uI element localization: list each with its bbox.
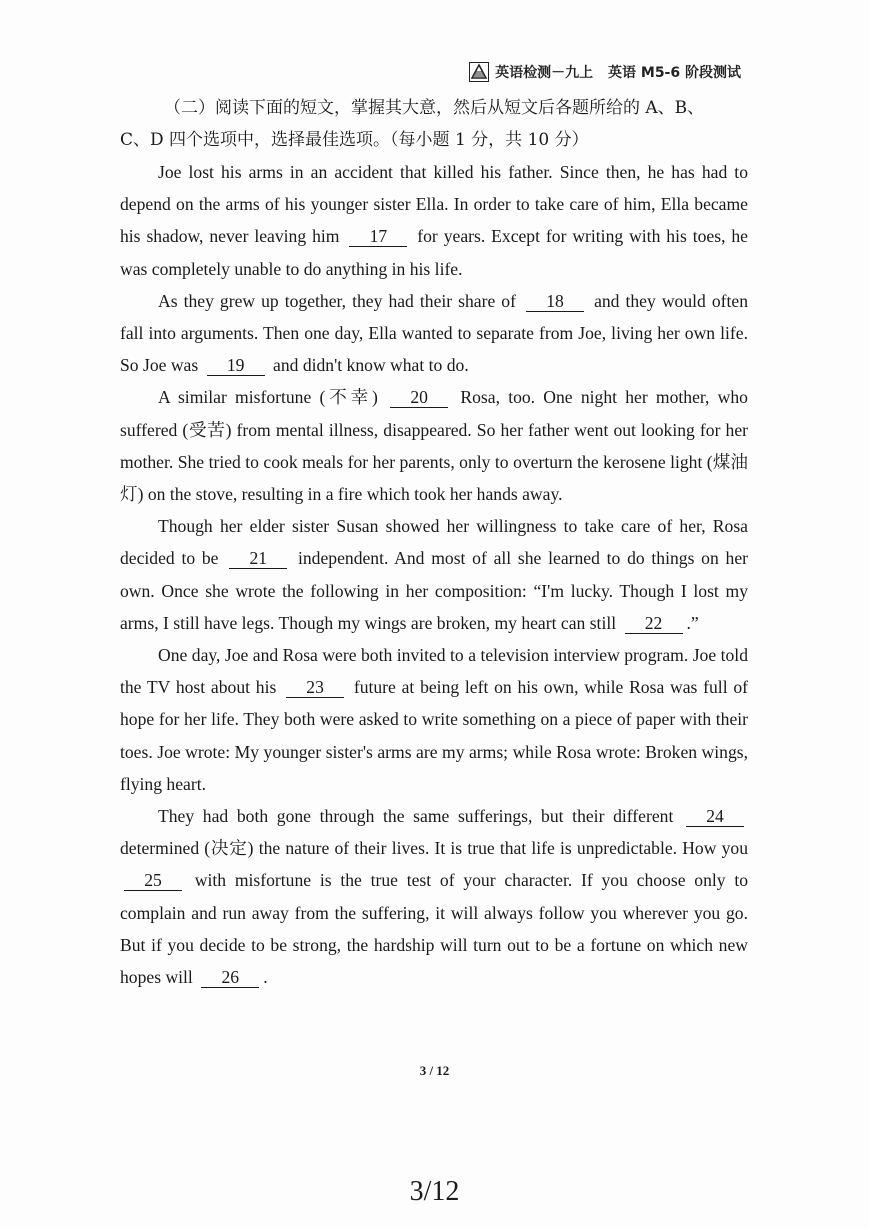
blank-18: 18 xyxy=(526,291,584,312)
blank-17: 17 xyxy=(349,226,407,247)
paragraph-5 xyxy=(120,639,748,800)
paragraph-6 xyxy=(120,800,748,993)
blank-22: 22 xyxy=(625,613,683,634)
section-instruction xyxy=(120,92,760,156)
paragraph-text: and didn't know what to do. xyxy=(273,355,469,376)
paragraph-text: and they would often fall into arguments. Then one day, Ella wanted to separate from Joe, living her own life. So Joe was xyxy=(120,290,748,376)
page-number-large: 3/12 xyxy=(409,1176,460,1207)
page-header xyxy=(469,62,751,82)
reading-passage xyxy=(120,156,748,993)
paragraph-text: Rosa, too. One night her mother, who suffered (受苦) from mental illness, disappeared. So her father went out looking for her mother. She tried to cook meals for her parents, only to overturn the kerosene light (煤油灯) on the stove, resulting in a fire which took her hands away. xyxy=(120,387,748,505)
blank-25: 25 xyxy=(124,870,182,891)
blank-21: 21 xyxy=(229,548,287,569)
page-number-small: 3 / 12 xyxy=(419,1063,450,1078)
blank-23: 23 xyxy=(286,677,344,698)
header-title: 英语检测－九上 xyxy=(495,65,594,81)
paragraph-2 xyxy=(120,285,748,382)
paragraph-text: . xyxy=(263,967,268,988)
blank-26: 26 xyxy=(201,967,259,988)
paragraph-text: .” xyxy=(686,612,699,633)
instruction-line-1: （二）阅读下面的短文，掌握其大意，然后从短文后各题所给的 A、B、 xyxy=(164,98,705,118)
paragraph-text: A similar misfortune (不幸) xyxy=(158,387,378,408)
paragraph-text: with misfortune is the true test of your character. If you choose only to complain and run away from the suffering, it will always follow you wherever you go. But if you decide to be strong, the hardship will turn out to be a fortune on which new hopes will xyxy=(120,870,749,988)
header-subtitle: 英语 M5-6 阶段测试 xyxy=(608,65,741,81)
paragraph-text: future at being left on his own, while Rosa was full of hope for her life. They both were asked to write something on a piece of paper with their toes. Joe wrote: My younger sister's arms are my arms; while Rosa wrote: Broken wings, flying heart. xyxy=(120,677,748,794)
publisher-logo-icon xyxy=(469,62,489,82)
blank-19: 19 xyxy=(207,355,265,376)
paragraph-text: determined (决定) the nature of their lives. It is true that life is unpredictable. How you xyxy=(120,838,748,859)
instruction-line-2: C、D 四个选项中，选择最佳选项。（每小题 1 分，共 10 分） xyxy=(120,130,589,150)
blank-20: 20 xyxy=(390,387,448,408)
blank-24: 24 xyxy=(686,806,744,827)
paragraph-text: for years. Except for writing with his toes, he was completely unable to do anything in his life. xyxy=(120,226,748,279)
paragraph-text: independent. And most of all she learned to do things on her own. Once she wrote the following in her composition: “I'm lucky. Though I lost my arms, I still have legs. Though my wings are broken, my heart can still xyxy=(120,548,748,633)
paragraph-text: Joe lost his arms in an accident that killed his father. Since then, he has had to depend on the arms of his younger sister Ella. In order to take care of him, Ella became his shadow, never leaving him xyxy=(120,162,748,247)
paragraph-text: Though her elder sister Susan showed her willingness to take care of her, Rosa decided to be xyxy=(120,516,748,569)
paragraph-4 xyxy=(120,510,748,639)
paragraph-3 xyxy=(120,381,748,510)
paragraph-text: One day, Joe and Rosa were both invited to a television interview program. Joe told the TV host about his xyxy=(120,645,748,698)
paragraph-text: As they grew up together, they had their share of xyxy=(158,290,516,311)
paragraph-text: They had both gone through the same sufferings, but their different xyxy=(158,806,674,827)
paragraph-1 xyxy=(120,156,748,285)
